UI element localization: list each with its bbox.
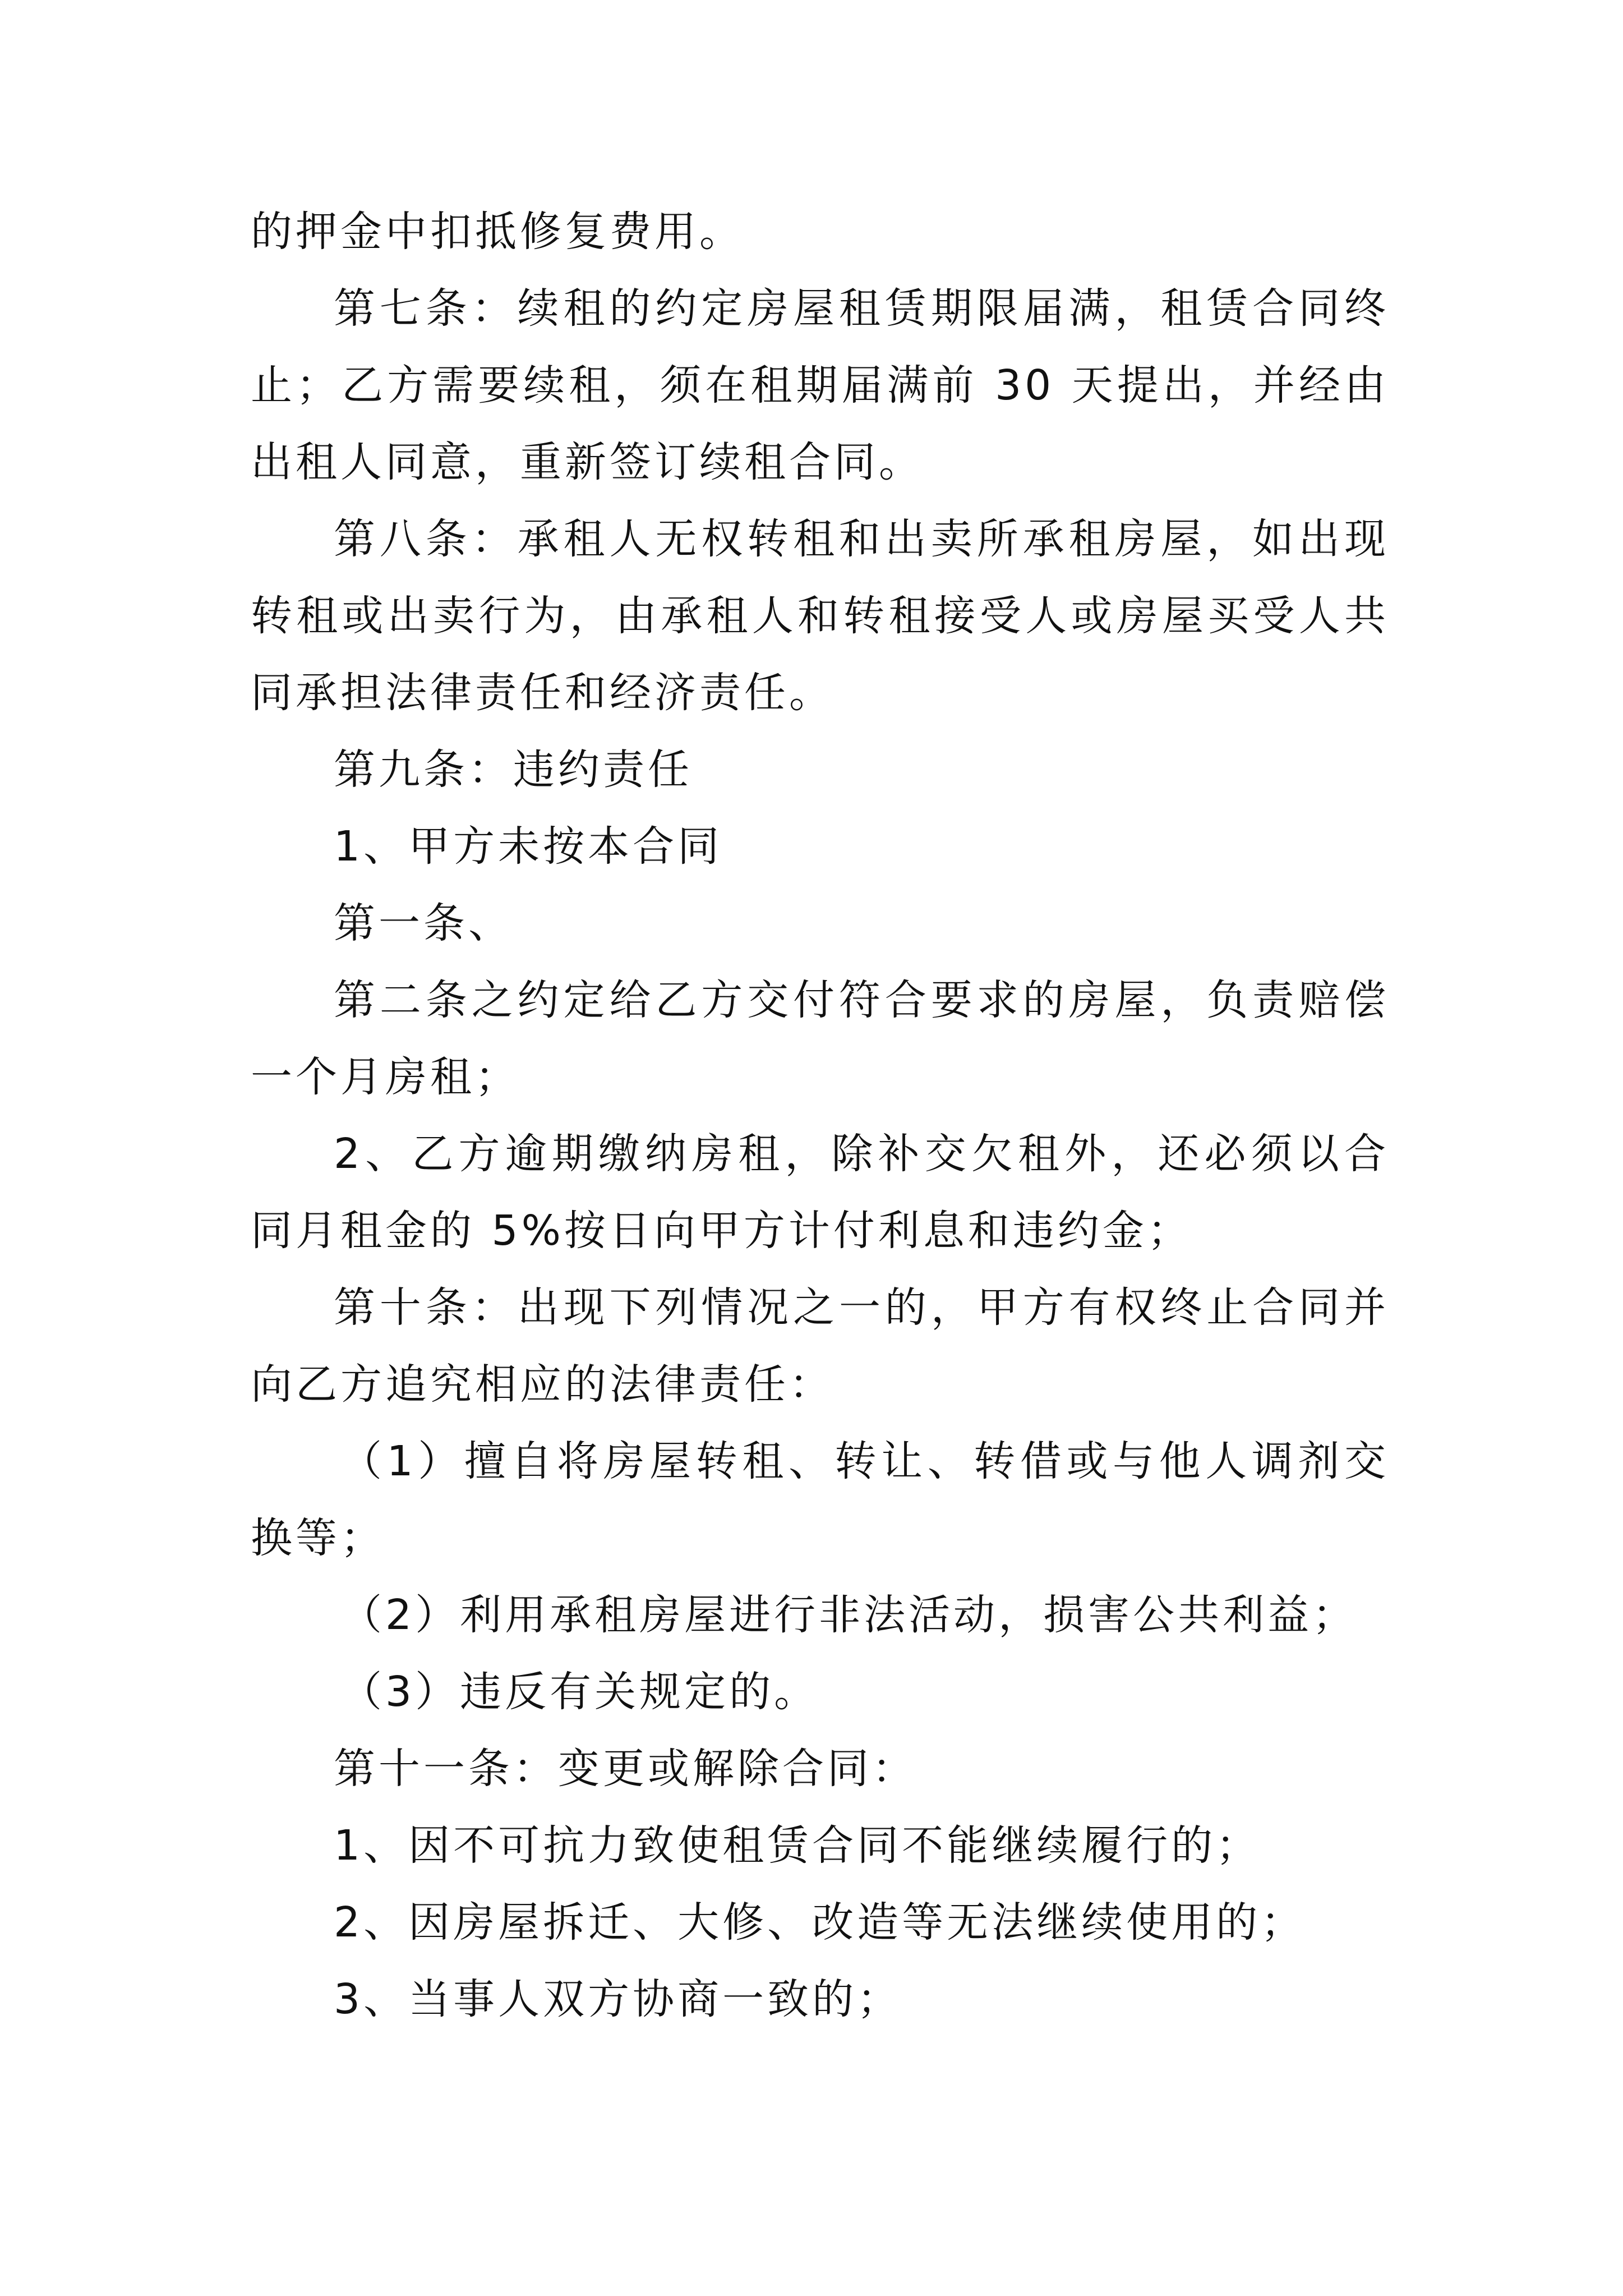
paragraph-article-10-item-1: （1）擅自将房屋转租、转让、转借或与他人调剂交换等； [251,1437,1389,1562]
paragraph-article-8-sublease: 第八条：承租人无权转租和出卖所承租房屋，如出现转租或出卖行为，由承租人和转租接受人或房屋买受人共同承担法律责任和经济责任。 [251,515,1389,717]
paragraph-article-11-item-2: 2、因房屋拆迁、大修、改造等无法继续使用的； [334,1898,1306,1947]
paragraph-article-11-item-1: 1、因不可抗力致使租赁合同不能继续履行的； [334,1821,1261,1870]
paragraph-article-11-heading: 第十一条：变更或解除合同： [334,1745,917,1793]
paragraph-article-1-ref: 第一条、 [334,899,513,947]
document-body [251,194,1389,2038]
paragraph-article-10-item-3: （3）违反有关规定的。 [340,1668,819,1716]
paragraph-article-9-item-2: 2、乙方逾期缴纳房租，除补交欠租外，还必须以合同月租金的 5%按日向甲方计付利息和违约金； [251,1130,1389,1255]
paragraph-article-10-item-2: （2）利用承租房屋进行非法活动，损害公共利益； [340,1591,1358,1639]
paragraph-article-11-item-3: 3、当事人双方协商一致的； [334,1975,902,2023]
paragraph-article-2-ref: 第二条之约定给乙方交付符合要求的房屋，负责赔偿一个月房租； [251,976,1389,1101]
paragraph-article-7-renewal: 第七条：续租的约定房屋租赁期限届满，租赁合同终止；乙方需要续租，须在租期届满前 30 天提出，并经由出租人同意，重新签订续租合同。 [251,284,1389,486]
paragraph-article-9-heading: 第九条：违约责任 [334,746,693,794]
paragraph-article-10: 第十条：出现下列情况之一的，甲方有权终止合同并向乙方追究相应的法律责任： [251,1283,1389,1409]
paragraph-article-9-item-1: 1、甲方未按本合同 [334,822,723,871]
paragraph-deposit-repair: 的押金中扣抵修复费用。 [251,208,744,256]
